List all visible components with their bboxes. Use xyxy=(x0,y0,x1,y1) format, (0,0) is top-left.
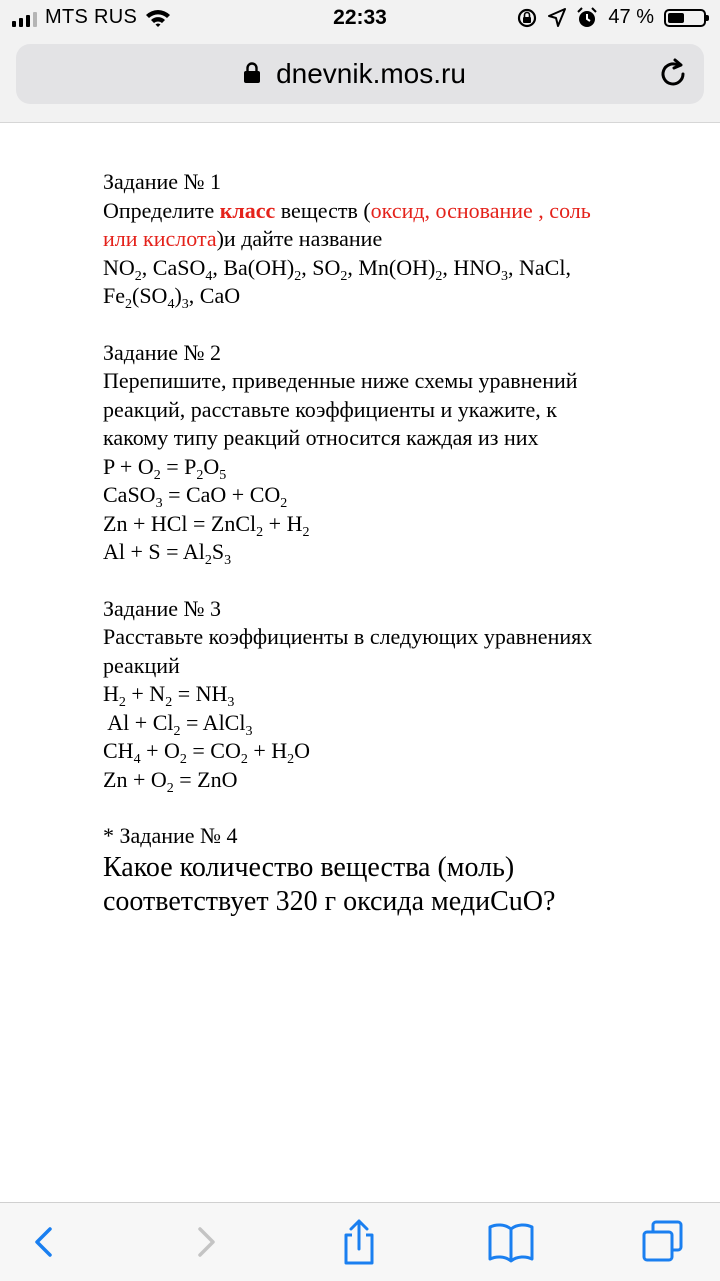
location-icon xyxy=(548,8,566,28)
document-content xyxy=(103,168,663,919)
task3-eq2: $Al + Cl_2$ = AlCl$_3$ xyxy=(103,709,253,739)
task2-eq4: $Al + S = Al_2S_3$ xyxy=(103,539,232,568)
task4-question2: соответствует 320 г оксида медиCuO? xyxy=(103,885,556,917)
status-bar xyxy=(0,0,720,36)
task3-eq4: $Zn + O_2$ = ZnO xyxy=(103,766,238,796)
task3-title: Задание № 3 xyxy=(103,595,222,621)
task3-text2: реакций xyxy=(103,652,180,678)
reload-icon[interactable] xyxy=(656,57,690,91)
task2-text1: Перепишите, приведенные ниже схемы уравнений xyxy=(103,368,578,393)
task2-eq3: Zn + HCl = ZnCl$_2$ + $H_2$ xyxy=(103,510,310,540)
bookmarks-icon[interactable] xyxy=(486,1217,536,1267)
share-icon[interactable] xyxy=(334,1217,384,1267)
task1-line1: Определите класс веществ (оксид, основание , соль xyxy=(103,197,591,223)
bottom-toolbar xyxy=(0,1202,720,1281)
tabs-icon[interactable] xyxy=(638,1217,688,1267)
task2-eq1: $P + O_2 = P_2O_5$ xyxy=(103,453,227,483)
task1-formulas2: $Fe_2(SO_4)_3$, CaO xyxy=(103,283,241,312)
status-right xyxy=(516,6,706,29)
battery-percent: 47 % xyxy=(608,6,654,28)
task3-eq1: $H_2 + N_2 = NH_3$ xyxy=(103,681,235,710)
task2-text2: реакций, расставьте коэффициенты и укажите, к xyxy=(103,396,557,422)
task4-question1: Какое количество вещества (моль) xyxy=(103,851,515,883)
battery-icon xyxy=(664,9,706,27)
task2-eq2: CaSO$_3$ = CaO + $CO_2$ xyxy=(103,482,288,511)
address-bar[interactable] xyxy=(16,44,704,104)
carrier-name: MTS RUS xyxy=(45,6,138,28)
alarm-icon xyxy=(576,7,598,29)
back-icon[interactable] xyxy=(20,1217,70,1267)
task2-text3: какому типу реакций относится каждая из них xyxy=(103,425,539,450)
task1-line2: или кислота)и дайте название xyxy=(103,226,383,251)
task3-text1: Расставьте коэффициенты в следующих уравнениях xyxy=(103,624,593,649)
forward-icon[interactable] xyxy=(180,1217,230,1267)
task3-eq3: $CH_4 + O_2 = CO_2 + H_2O$ xyxy=(103,738,311,767)
task2-title: Задание № 2 xyxy=(103,339,222,365)
url-text[interactable]: dnevnik.mos.ru xyxy=(276,58,466,89)
screen-rotation-lock-icon xyxy=(516,7,538,29)
task4-title: * Задание № 4 xyxy=(103,823,238,848)
task1-title: Задание № 1 xyxy=(103,169,222,194)
task1-formulas1: $NO_2$, CaSO$_4$, $Ba(OH)_2$, $SO_2$, $Mn(OH)_2$, $HNO_3$, NaCl, xyxy=(103,254,571,284)
clock: 22:33 xyxy=(333,6,387,29)
